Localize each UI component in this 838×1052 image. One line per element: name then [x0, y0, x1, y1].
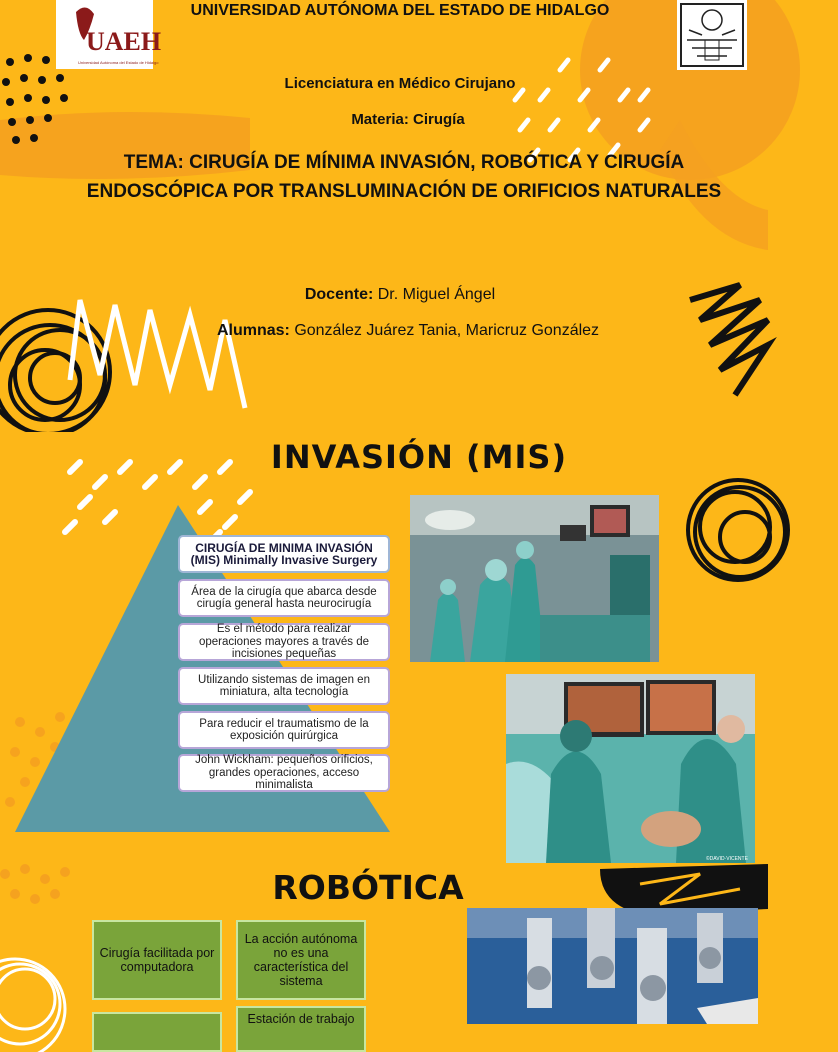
svg-text:Universidad Autónoma del Estad: Universidad Autónoma del Estado de Hidalgo [78, 60, 159, 65]
photo-caption: ©DAVID·VICENTE [706, 856, 748, 862]
mis-box: Para reducir el traumatismo de la exposición quirúrgica [178, 711, 390, 749]
operating-room-photo [410, 495, 659, 662]
robotics-box: Estación de trabajo [236, 1006, 366, 1052]
slide-title: INVASIÓN (MIS) [270, 438, 568, 476]
mis-box: Es el método para realizar operaciones mayores a través de incisiones pequeñas [178, 623, 390, 661]
robotic-surgery-photo [467, 908, 758, 1024]
mis-box: John Wickham: pequeños orificios, grandes operaciones, acceso minimalista [178, 754, 390, 792]
mis-box: Área de la cirugía que abarca desde cirugía general hasta neurocirugía [178, 579, 390, 617]
mis-box-heading: CIRUGÍA DE MINIMA INVASIÓN (MIS) Minimally Invasive Surgery [178, 535, 390, 573]
topic-title: TEMA: CIRUGÍA DE MÍNIMA INVASIÓN, ROBÓTICA Y CIRUGÍA ENDOSCÓPICA POR TRANSLUMINACIÓN DE ORIFICIOS NATURALES [86, 152, 722, 202]
slide-title: ROBÓTICA [272, 868, 464, 907]
surgeons-photo [506, 674, 755, 863]
teacher-line [16, 286, 784, 304]
career-name: Licenciatura en Médico Cirujano [284, 75, 516, 92]
teacher-label: Docente: [304, 286, 374, 303]
robotics-box: La acción autónoma no es una característica del sistema [236, 920, 366, 1000]
robotics-slide [0, 864, 768, 1024]
robotics-box [92, 1012, 222, 1052]
robotics-box: Cirugía facilitada por computadora [92, 920, 222, 1000]
title-slide [0, 0, 768, 432]
mis-slide [0, 432, 768, 864]
mis-box: Utilizando sistemas de imagen en miniatura, alta tecnología [178, 667, 390, 705]
university-name: UNIVERSIDAD AUTÓNOMA DEL ESTADO DE HIDALGO [190, 2, 610, 19]
students-line [24, 322, 792, 340]
svg-text:UAEH: UAEH [86, 27, 162, 56]
students-names: González Juárez Tania, Maricruz González [294, 322, 600, 339]
subject-name: Materia: Cirugía [351, 111, 465, 128]
students-label: Alumnas: [216, 322, 290, 339]
teacher-name: Dr. Miguel Ángel [377, 286, 496, 303]
